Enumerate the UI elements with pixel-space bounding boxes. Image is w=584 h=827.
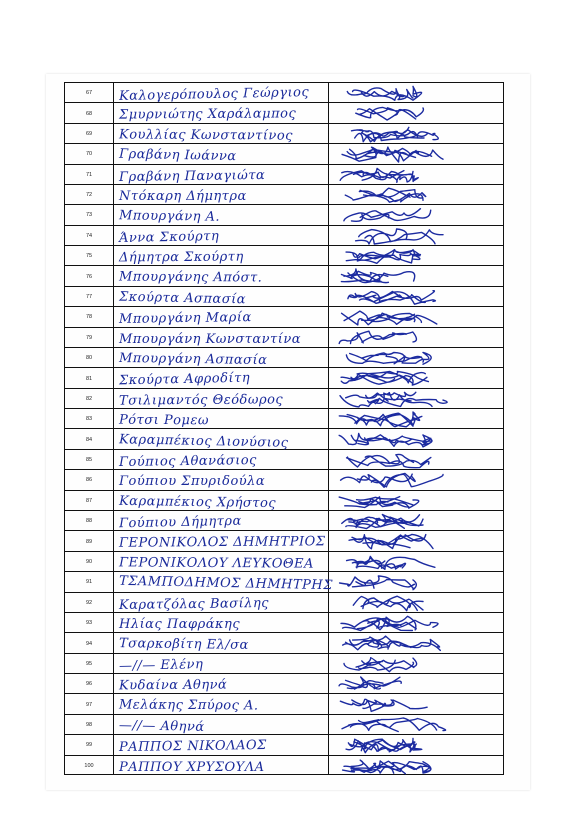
row-number: 81 [85, 375, 93, 382]
row-number: 71 [85, 171, 93, 178]
signature-scribble [335, 267, 455, 286]
row-number: 73 [85, 212, 93, 219]
row-number: 90 [85, 558, 93, 565]
row-number: 100 [84, 762, 94, 769]
table-row [65, 613, 503, 633]
signature-scribble [335, 492, 455, 511]
table-row [65, 593, 503, 613]
signature-scribble [335, 390, 455, 409]
table-row [65, 572, 503, 592]
table-row [65, 694, 503, 714]
handwritten-name: Καραμπέκιος Διονύσιος [118, 431, 289, 451]
table-row [65, 144, 503, 164]
handwritten-name: Μπουργάνη Α. [118, 208, 221, 225]
row-number: 93 [85, 620, 93, 627]
table-row [65, 531, 503, 551]
table-row [65, 246, 503, 266]
table-row [65, 450, 503, 470]
table-row [65, 409, 503, 429]
signature-scribble [335, 227, 455, 246]
signature-scribble [335, 186, 455, 205]
row-number: 87 [85, 497, 93, 504]
signature-scribble [335, 329, 455, 348]
handwritten-name: ΓΕΡΟΝΙΚΟΛΟΣ ΔΗΜΗΤΡΙΟΣ [118, 534, 326, 552]
table-row [65, 165, 503, 185]
table-row [65, 389, 503, 409]
handwritten-name: Γούπιου Δήμητρα [118, 513, 242, 532]
table-row [65, 307, 503, 327]
table-row [65, 226, 503, 246]
signature-scribble [335, 84, 455, 103]
handwritten-name: Γραβάνη Ιωάννα [118, 146, 237, 165]
signature-scribble [335, 349, 455, 368]
table-row [65, 735, 503, 755]
row-number: 72 [85, 192, 93, 199]
handwritten-name: Σκούρτα Ασπασία [118, 289, 247, 308]
row-number: 70 [85, 151, 93, 158]
handwritten-name: Καλογερόπουλος Γεώργιος [118, 85, 310, 104]
row-number: 85 [85, 457, 93, 464]
row-number: 77 [85, 294, 93, 300]
table-row [65, 491, 503, 511]
row-number: 98 [85, 722, 93, 729]
table-row [65, 124, 503, 144]
signature-scribble [335, 655, 455, 674]
table-row [65, 470, 503, 490]
handwritten-name: ΓΕΡΟΝΙΚΟΛΟΥ ΛΕΥΚΟΘΕΑ [118, 555, 314, 572]
signature-scribble [335, 594, 455, 613]
signature-scribble [335, 369, 455, 388]
row-number: 67 [85, 90, 93, 97]
signature-scribble [335, 614, 455, 633]
handwritten-name: Μπουργάνη Μαρία [118, 310, 252, 328]
table-row [65, 328, 503, 348]
row-number: 95 [85, 660, 93, 667]
handwritten-name: Μπουργάνη Ασπασία [118, 350, 268, 369]
handwritten-name: Ηλίας Παφράκης [119, 616, 241, 632]
table-row [65, 715, 503, 735]
handwritten-name: Κυδαίνα Αθηνά [118, 677, 228, 694]
row-number: 89 [85, 538, 93, 545]
signature-scribble [335, 573, 455, 592]
table-row [65, 511, 503, 531]
handwritten-name: Μπουργάνη Κωνσταντίνα [119, 331, 302, 347]
handwritten-name: ΡΑΠΠΟΣ ΝΙΚΟΛΑΟΣ [118, 738, 267, 756]
handwritten-name: Καρατζόλας Βασίλης [118, 595, 270, 613]
row-number: 88 [85, 518, 93, 525]
row-number: 76 [85, 273, 93, 280]
table-row [65, 185, 503, 205]
row-number: 68 [85, 110, 93, 117]
table-row [65, 266, 503, 286]
handwritten-name: Τσαρκοβίτη Ελ/σα [118, 636, 249, 654]
signature-scribble [335, 736, 455, 755]
signature-scribble [335, 716, 455, 735]
row-number: 80 [85, 355, 93, 362]
handwritten-name: Δήμητρα Σκούρτη [118, 249, 244, 266]
row-number: 82 [85, 395, 93, 402]
handwritten-name: Μελάκης Σπύρος Α. [118, 697, 259, 714]
row-number: 84 [85, 436, 93, 443]
signature-scribble [335, 512, 455, 531]
row-number: 96 [85, 681, 93, 688]
signature-scribble [335, 451, 455, 470]
signature-scribble [335, 125, 455, 144]
table-row [65, 756, 503, 776]
row-number: 91 [85, 579, 93, 586]
handwritten-name: Σκούρτα Αφροδίτη [118, 370, 251, 389]
table-row [65, 205, 503, 225]
signature-scribble [335, 634, 455, 653]
signature-scribble [335, 288, 455, 307]
signature-scribble [335, 104, 455, 123]
row-number: 69 [85, 130, 93, 137]
handwritten-name: ΤΣΑΜΠΟΔΗΜΟΣ ΔΗΜΗΤΡΗΣ [118, 573, 334, 594]
signature-scribble [335, 695, 455, 714]
handwritten-name: Γραβάνη Παναγιώτα [118, 167, 266, 185]
table-row [65, 552, 503, 572]
handwritten-name: ΡΑΠΠΟΥ ΧΡΥΣΟΥΛΑ [119, 759, 265, 775]
handwritten-name: Γούπιου Σπυριδούλα [119, 474, 266, 490]
signature-scribble [335, 410, 455, 429]
handwritten-name: Ντόκαρη Δήμητρα [119, 188, 247, 204]
signature-scribble [335, 675, 455, 694]
handwritten-name: Γούπιος Αθανάσιος [118, 452, 257, 470]
signature-scribble [335, 757, 455, 776]
signature-scribble [335, 166, 455, 185]
table-row [65, 654, 503, 674]
table-row [65, 674, 503, 694]
table-row [65, 368, 503, 388]
row-number: 94 [85, 640, 93, 647]
row-number: 79 [85, 334, 93, 341]
row-number: 99 [85, 742, 93, 749]
row-number: 83 [85, 416, 93, 423]
signature-scribble [335, 308, 455, 327]
handwritten-name: Ρότσι Ρομεω [118, 412, 210, 429]
table-row [65, 83, 503, 103]
handwritten-name: —//— Αθηνά [118, 717, 205, 735]
table-row [65, 633, 503, 653]
signature-scribble [335, 471, 455, 490]
signature-scribble [335, 145, 455, 164]
table-row [65, 287, 503, 307]
table-row [65, 103, 503, 123]
handwritten-name: —//— Ελένη [118, 656, 204, 674]
row-number: 97 [85, 701, 93, 708]
signature-scribble [335, 247, 455, 266]
signature-table [64, 82, 504, 775]
table-row [65, 348, 503, 368]
handwritten-name: Άννα Σκούρτη [118, 228, 220, 246]
table-row [65, 430, 503, 450]
signature-scribble [335, 532, 455, 551]
handwritten-name: Καραμπέκιος Χρήστος [118, 493, 277, 511]
handwritten-name: Τσιλιμαντός Θεόδωρος [118, 392, 284, 409]
handwritten-name: Κουλλίας Κωνσταντίνος [118, 127, 294, 144]
signature-scribble [335, 431, 455, 450]
row-number: 78 [85, 314, 93, 321]
handwritten-name: Σμυρνιώτης Χαράλαμπος [118, 106, 297, 123]
row-number: 92 [85, 599, 93, 606]
row-number: 86 [85, 477, 93, 484]
handwritten-name: Μπουργάνης Απόστ. [118, 269, 263, 286]
row-number: 75 [85, 253, 93, 260]
signature-scribble [335, 553, 455, 572]
row-number: 74 [85, 232, 93, 239]
signature-scribble [335, 206, 455, 225]
